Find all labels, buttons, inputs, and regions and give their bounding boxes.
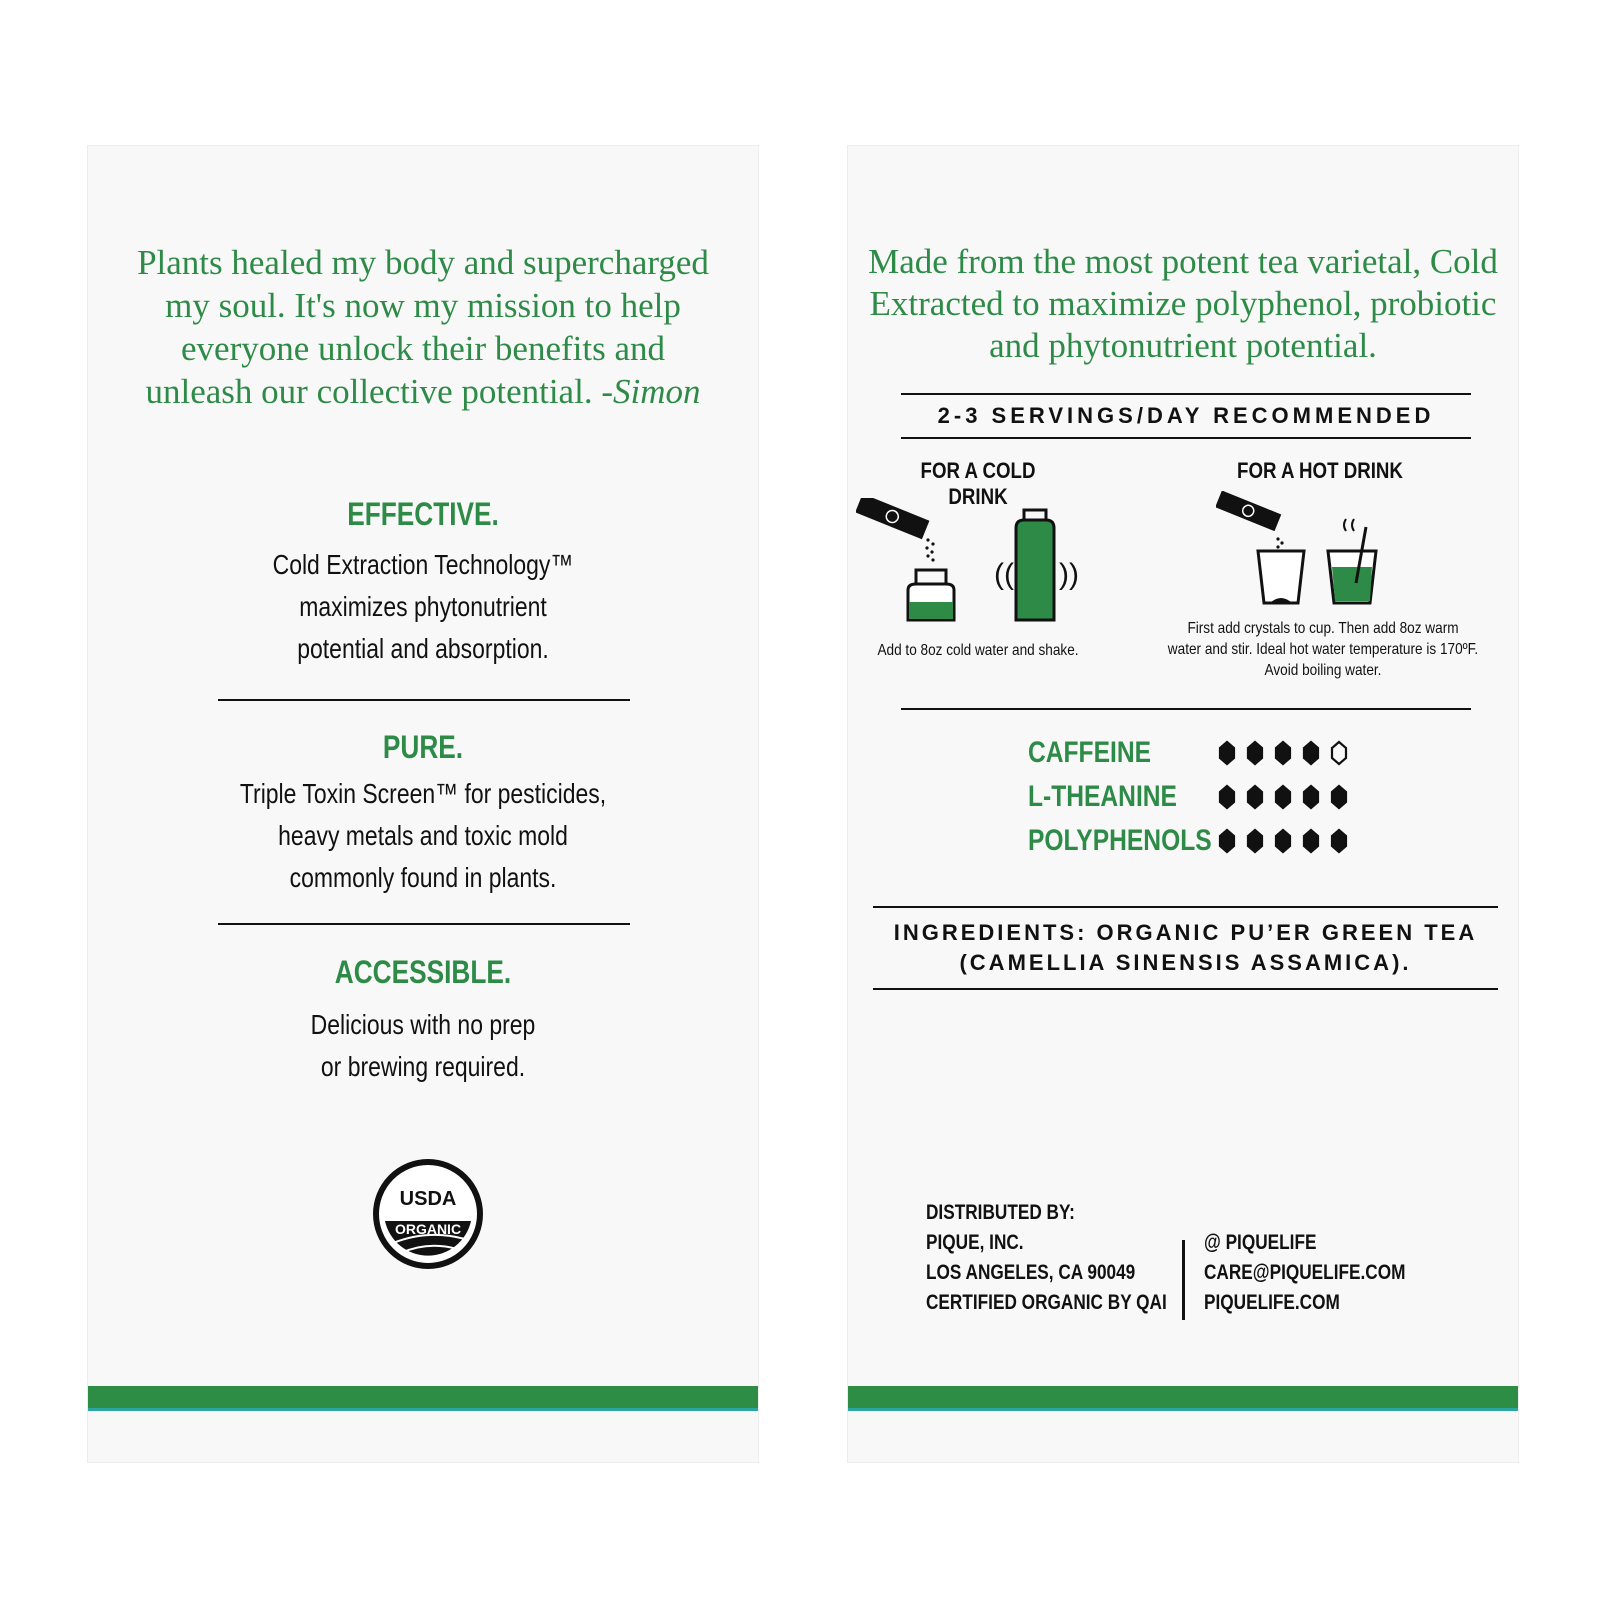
effective-line: Cold Extraction Technology™ <box>272 549 574 580</box>
pure-line: heavy metals and toxic mold <box>278 820 568 851</box>
filled-rating-dot-icon <box>1274 740 1292 766</box>
filled-rating-dot-icon <box>1218 784 1236 810</box>
green-band <box>848 1386 1518 1411</box>
accessible-line: or brewing required. <box>320 1051 526 1082</box>
social-handle: @ PIQUELIFE <box>1204 1231 1317 1254</box>
rating-label-polyphenols: POLYPHENOLS <box>1028 824 1212 857</box>
seal-top-text: USDA <box>399 1188 457 1210</box>
divider <box>218 699 630 701</box>
filled-rating-dot-icon <box>1246 828 1264 854</box>
effective-line: potential and absorption. <box>297 633 549 664</box>
rating-dots-l-theanine <box>1218 784 1358 810</box>
divider <box>218 923 630 925</box>
hot-drink-heading: FOR A HOT DRINK <box>1237 458 1403 483</box>
left-card-panel <box>87 145 759 1463</box>
filled-rating-dot-icon <box>1246 784 1264 810</box>
vertical-divider <box>1182 1240 1185 1320</box>
divider <box>901 708 1471 710</box>
filled-rating-dot-icon <box>1218 740 1236 766</box>
hot-drink-note-line: Avoid boiling water. <box>1264 662 1382 679</box>
cold-drink-note: Add to 8oz cold water and shake. <box>877 642 1079 659</box>
seal-bottom-text: ORGANIC <box>394 1221 462 1237</box>
hot-drink-note-line: First add crystals to cup. Then add 8oz warm <box>1187 620 1459 637</box>
filled-rating-dot-icon <box>1330 784 1348 810</box>
cold-drink-illustration-icon <box>856 498 1096 628</box>
quote-author: -Simon <box>601 372 701 411</box>
svg-text:)): )) <box>1059 558 1079 591</box>
distributor-line: CERTIFIED ORGANIC BY QAI <box>926 1291 1167 1314</box>
quote-text: Plants healed my body and supercharged my soul. It's now my mission to help everyone unlock their benefits and unleash our collective potential. <box>137 243 709 411</box>
filled-rating-dot-icon <box>1302 740 1320 766</box>
filled-rating-dot-icon <box>1302 784 1320 810</box>
ingredients-line: INGREDIENTS: ORGANIC PU’ER GREEN TEA <box>893 920 1478 945</box>
svg-text:((: (( <box>994 558 1014 591</box>
rating-label-caffeine: CAFFEINE <box>1028 736 1151 769</box>
contact-email: CARE@PIQUELIFE.COM <box>1204 1261 1406 1284</box>
pure-line: commonly found in plants. <box>289 862 557 893</box>
filled-rating-dot-icon <box>1218 828 1236 854</box>
ingredients-box <box>873 906 1498 990</box>
hot-drink-illustration-icon <box>1216 491 1396 616</box>
green-band <box>88 1386 758 1411</box>
distributor-line: PIQUE, INC. <box>926 1231 1024 1254</box>
filled-rating-dot-icon <box>1302 828 1320 854</box>
accessible-text <box>148 1004 697 1088</box>
filled-rating-dot-icon <box>1274 828 1292 854</box>
filled-rating-dot-icon <box>1330 828 1348 854</box>
pure-line: Triple Toxin Screen™ for pesticides, <box>239 778 607 809</box>
empty-rating-dot-icon <box>1330 740 1348 766</box>
accessible-line: Delicious with no prep <box>310 1009 536 1040</box>
website: PIQUELIFE.COM <box>1204 1291 1340 1314</box>
pure-heading: PURE. <box>382 729 464 765</box>
ingredients-line: (CAMELLIA SINENSIS ASSAMICA). <box>959 950 1412 975</box>
filled-rating-dot-icon <box>1274 784 1292 810</box>
cold-drink-heading: FOR A COLD DRINK <box>920 458 1036 509</box>
pure-text <box>148 773 697 899</box>
contact-info <box>1204 1228 1405 1318</box>
effective-text <box>148 544 697 670</box>
accessible-heading: ACCESSIBLE. <box>334 954 512 990</box>
rating-dots-caffeine <box>1218 740 1358 766</box>
rating-dots-polyphenols <box>1218 828 1358 854</box>
filled-rating-dot-icon <box>1246 740 1264 766</box>
ratings-table <box>1028 736 1388 876</box>
hot-drink-note-line: water and stir. Ideal hot water temperature is 170ºF. <box>1167 641 1479 658</box>
servings-banner: 2-3 SERVINGS/DAY RECOMMENDED <box>901 393 1471 439</box>
distributor-info <box>926 1198 1167 1318</box>
effective-heading: EFFECTIVE. <box>347 496 499 532</box>
effective-line: maximizes phytonutrient <box>299 591 547 622</box>
rating-label-l-theanine: L-THEANINE <box>1028 780 1177 813</box>
right-card-panel <box>847 145 1519 1463</box>
usda-organic-seal-icon <box>373 1159 483 1269</box>
tagline: Made from the most potent tea varietal, Cold Extracted to maximize polyphenol, probiotic and phytonutrient potential. <box>868 242 1498 365</box>
distributor-line: DISTRIBUTED BY: <box>926 1201 1075 1224</box>
distributor-line: LOS ANGELES, CA 90049 <box>926 1261 1136 1284</box>
hot-drink-note <box>1149 618 1498 681</box>
founder-quote <box>128 241 718 413</box>
